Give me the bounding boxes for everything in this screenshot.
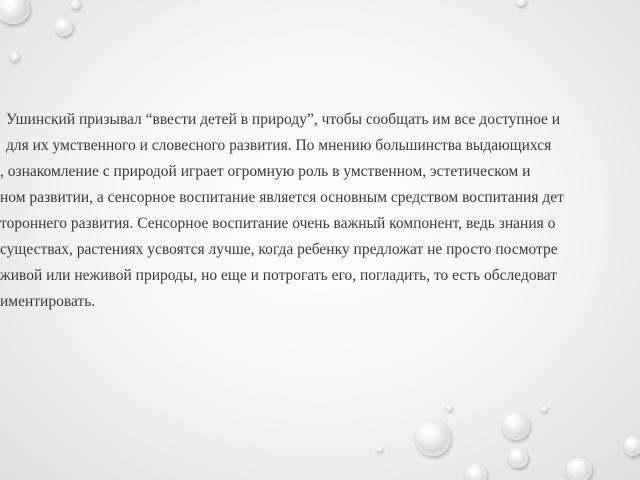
water-drop-icon [516,0,526,6]
water-drop-icon [10,52,19,61]
water-drop-icon [508,448,528,468]
text-line: тороннего развития. Сенсорное воспитание очень важный компонент, ведь знания о [0,215,556,232]
text-line: иментировать. [0,293,96,310]
text-line: Ушинский призывал “ввести детей в природу”, чтобы сообщать им все доступное и [6,111,561,128]
slide-body-text [0,107,640,315]
water-drop-icon [415,420,451,456]
text-line: живой или неживой природы, но еще и потрогать его, погладить, то есть обследоват [0,267,557,284]
water-drop-icon [71,0,80,9]
water-drop-icon [55,18,73,36]
water-drop-icon [446,405,452,411]
text-line: , ознакомление с природой играет огромную роль в умственном, эстетическом и [0,163,531,180]
water-drop-icon [376,446,382,452]
text-line: для их умственного и словесного развития. По мнению большинства выдающихся [6,137,552,154]
water-drop-icon [566,458,592,480]
text-line: существах, растениях усвоятся лучше, когда ребенку предложат не просто посмотре [0,241,558,258]
water-drop-icon [502,412,530,440]
water-drop-icon [465,464,487,480]
water-drop-icon [541,406,547,412]
text-line: ном развитии, а сенсорное воспитание является основным средством воспитания дет [0,189,564,206]
water-drop-icon [0,0,30,24]
water-drop-icon [624,436,640,456]
